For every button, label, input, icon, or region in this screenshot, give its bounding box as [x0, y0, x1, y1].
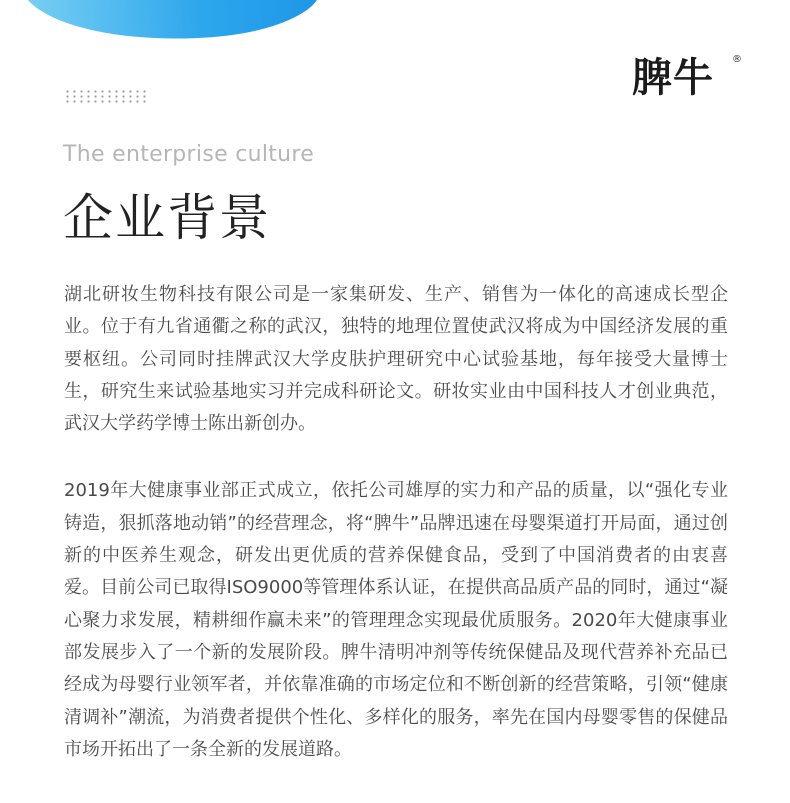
- decorative-dot-grid: [64, 89, 148, 105]
- decorative-wave: [17, 0, 324, 50]
- paragraph: 湖北研妆生物科技有限公司是一家集研发、生产、销售为一体化的高速成长型企业。位于有九省通衢之称的武汉，独特的地理位置使武汉将成为中国经济发展的重要枢纽。公司同时挂牌武汉大学皮肤护理研究中心试验基地，每年接受大量博士生，研究生来试验基地实习并完成科研论文。研妆实业由中国科技人才创业典范，武汉大学药学博士陈出新创办。: [64, 284, 728, 435]
- paragraph: 2019年大健康事业部正式成立，依托公司雄厚的实力和产品的质量，以“强化专业铸造，狠抓落地动销”的经营理念，将“脾牛”品牌迅速在母婴渠道打开局面，通过创新的中医养生观念，研发出更优质的营养保健食品，受到了中国消费者的由衷喜爱。目前公司已取得ISO9000等管理体系认证，在提供高品质产品的同时，通过“凝心聚力求发展，精耕细作赢未来”的管理理念实现最优质服务。2020年大健康事业部发展步入了一个新的发展阶段。脾牛清明冲剂等传统保健品及现代营养补充品已经成为母婴行业领军者，并依靠准确的市场定位和不断创新的经营策略，引领“健康清调补”潮流，为消费者提供个性化、多样化的服务，率先在国内母婴零售的保健品市场开拓出了一条全新的发展道路。: [64, 480, 728, 760]
- registered-mark: ®: [732, 54, 742, 65]
- brand-logo: [632, 50, 742, 106]
- section-title: 企业背景: [63, 189, 271, 247]
- brand-logo-text: 脾牛: [632, 55, 714, 101]
- article-body: [64, 279, 728, 766]
- section-subtitle-en: The enterprise culture: [63, 142, 315, 167]
